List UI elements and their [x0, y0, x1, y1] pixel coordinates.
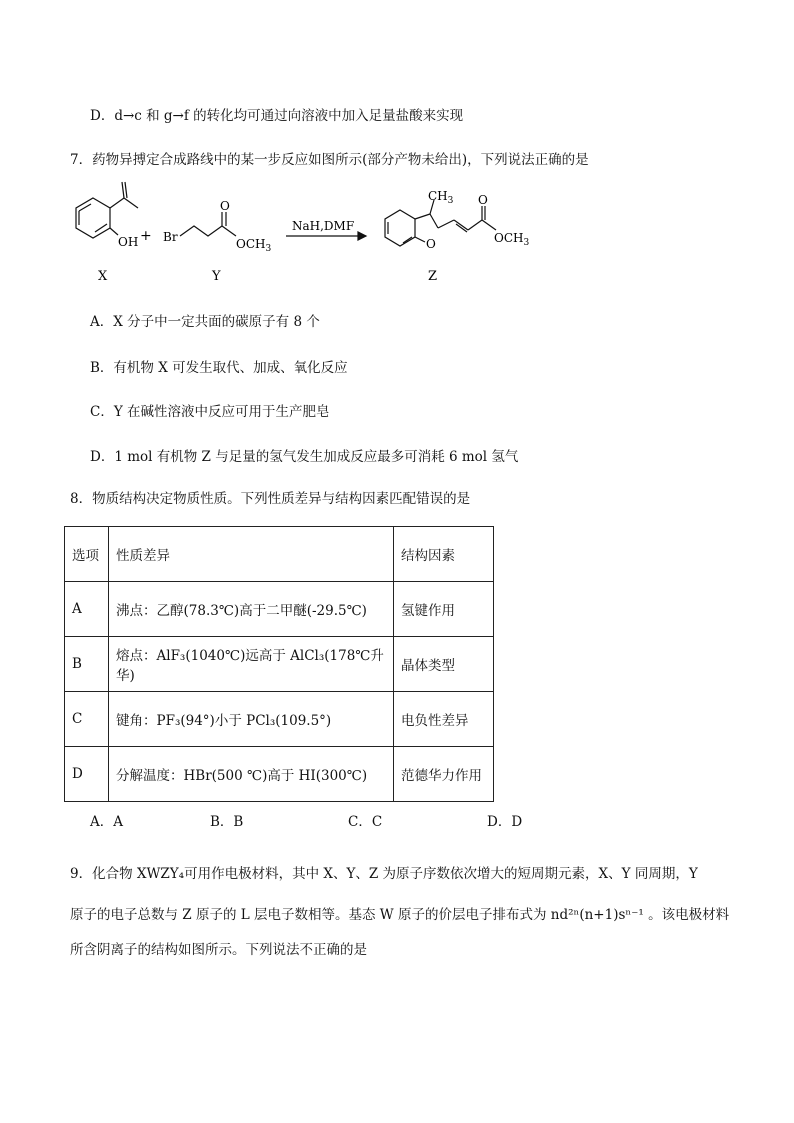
row-option: D	[65, 747, 109, 802]
table-header-row	[65, 527, 494, 582]
reaction-scheme	[60, 180, 620, 290]
reagent-label: NaH,DMF	[292, 219, 355, 233]
br-label: Br	[163, 230, 178, 244]
z-ring-o: O	[426, 237, 436, 251]
q8-answer-a: A．A	[90, 814, 123, 830]
molecule-x	[76, 182, 138, 238]
table-row	[65, 747, 494, 802]
q6-option-d: D．d→c 和 g→f 的转化均可通过向溶液中加入足量盐酸来实现	[90, 108, 464, 124]
q8-answer-d: D．D	[487, 814, 523, 830]
row-difference: 分解温度：HBr(500 ℃)高于 HI(300℃)	[109, 747, 394, 802]
q7-option-d: D．1 mol 有机物 Z 与足量的氢气发生加成反应最多可消耗 6 mol 氢气	[90, 449, 519, 465]
oh-label: OH	[118, 235, 139, 249]
q9-line-1: 9．化合物 XWZY₄可用作电极材料，其中 X、Y、Z 为原子序数依次增大的短周期元素，X、Y 同周期，Y	[70, 866, 698, 882]
q7-option-b: B．有机物 X 可发生取代、加成、氧化反应	[90, 360, 348, 376]
y-och3: $OCH_3$	[236, 237, 272, 254]
q7-option-c: C．Y 在碱性溶液中反应可用于生产肥皂	[90, 404, 330, 420]
header-option: 选项	[65, 527, 109, 582]
z-carbonyl-o: O	[478, 193, 488, 207]
label-z: Z	[428, 269, 438, 284]
table-row	[65, 637, 494, 692]
table-row	[65, 692, 494, 747]
y-carbonyl-o: O	[220, 199, 230, 213]
label-x: X	[98, 269, 108, 284]
q7-stem: 7．药物异搏定合成路线中的某一步反应如图所示(部分产物未给出)，下列说法正确的是	[70, 152, 589, 168]
molecule-y	[180, 212, 236, 236]
q8-answer-b: B．B	[210, 814, 244, 830]
plus-sign: +	[140, 228, 152, 244]
reaction-arrow	[286, 232, 366, 240]
q9-line-3: 所含阴离子的结构如图所示。下列说法不正确的是	[70, 942, 367, 958]
q7-option-a: A．X 分子中一定共面的碳原子有 8 个	[90, 314, 320, 330]
row-cause: 氢键作用	[394, 582, 494, 637]
row-difference: 熔点：AlF₃(1040℃)远高于 AlCl₃(178℃升华)	[109, 637, 394, 692]
row-option: C	[65, 692, 109, 747]
row-option: A	[65, 582, 109, 637]
q8-stem: 8．物质结构决定物质性质。下列性质差异与结构因素匹配错误的是	[70, 491, 471, 507]
q8-table	[64, 526, 494, 802]
row-cause: 范德华力作用	[394, 747, 494, 802]
row-option: B	[65, 637, 109, 692]
z-ch3: $CH_3$	[428, 189, 454, 206]
z-och3: $OCH_3$	[494, 231, 530, 248]
row-cause: 晶体类型	[394, 637, 494, 692]
table-row	[65, 582, 494, 637]
row-cause: 电负性差异	[394, 692, 494, 747]
header-difference: 性质差异	[109, 527, 394, 582]
q9-line-2: 原子的电子总数与 Z 原子的 L 层电子数相等。基态 W 原子的价层电子排布式为 nd²ⁿ(n+1)sⁿ⁻¹ 。该电极材料	[70, 907, 730, 923]
q8-answer-c: C．C	[348, 814, 383, 830]
label-y: Y	[212, 269, 221, 284]
row-difference: 沸点：乙醇(78.3℃)高于二甲醚(-29.5℃)	[109, 582, 394, 637]
header-cause: 结构因素	[394, 527, 494, 582]
row-difference: 键角：PF₃(94°)小于 PCl₃(109.5°)	[109, 692, 394, 747]
